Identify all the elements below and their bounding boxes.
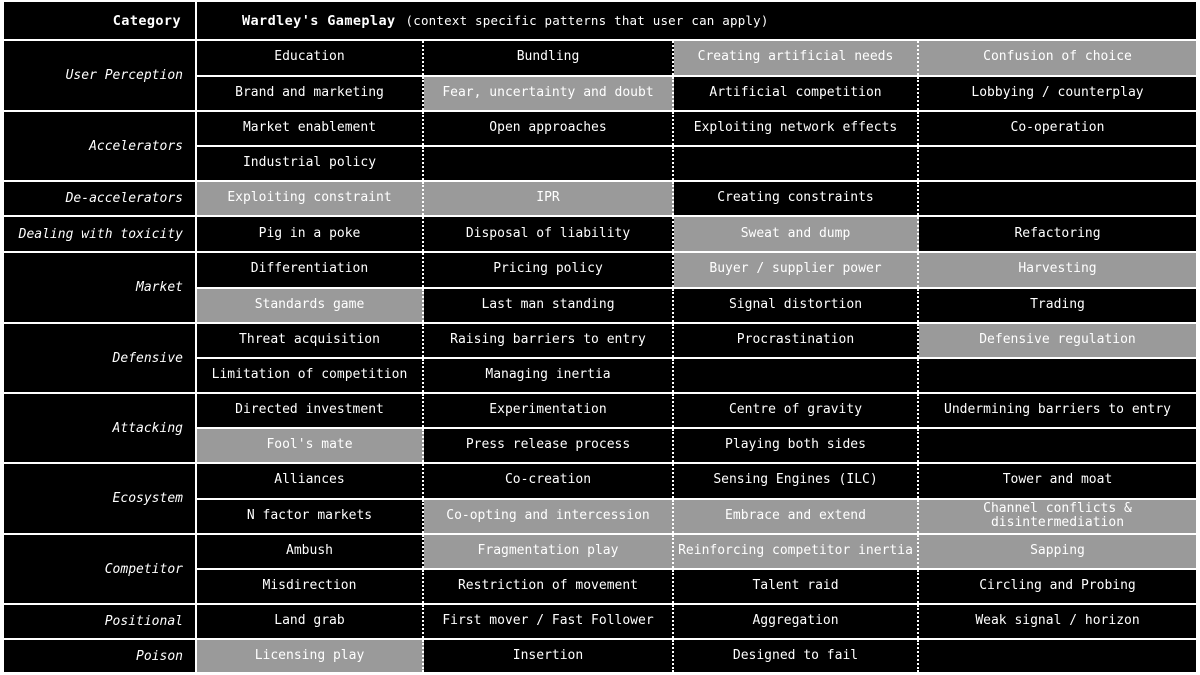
- gameplay-pattern-label: Restriction of movement: [457, 578, 638, 594]
- row-category-label: Competitor: [104, 561, 183, 577]
- gameplay-pattern-label: Sensing Engines (ILC): [713, 472, 878, 488]
- gameplay-pattern-cell[interactable]: [674, 605, 919, 638]
- gameplay-pattern-cell[interactable]: [197, 289, 424, 323]
- row-subline: [197, 145, 1196, 180]
- gameplay-pattern-label: Raising barriers to entry: [450, 332, 646, 348]
- empty-cell: [919, 182, 1196, 215]
- row-category-cell: [4, 324, 197, 392]
- row-category-label: Poison: [136, 648, 183, 664]
- table-row: [4, 638, 1196, 674]
- row-subline: [197, 464, 1196, 498]
- row-category-cell: [4, 605, 197, 638]
- gameplay-pattern-cell[interactable]: [674, 182, 919, 215]
- row-category-label: Market: [136, 280, 183, 295]
- gameplay-pattern-cell[interactable]: [919, 464, 1196, 498]
- gameplay-pattern-label: Differentiation: [250, 261, 369, 277]
- row-category-cell: [4, 182, 197, 215]
- row-cells-wrapper: [197, 394, 1196, 462]
- gameplay-pattern-label: Market enablement: [242, 120, 377, 136]
- gameplay-pattern-cell[interactable]: [919, 253, 1196, 287]
- gameplay-pattern-label: Press release process: [465, 437, 631, 453]
- gameplay-pattern-cell[interactable]: [919, 500, 1196, 534]
- row-category-cell: [4, 394, 197, 462]
- gameplay-pattern-label: Licensing play: [254, 647, 365, 663]
- gameplay-pattern-cell[interactable]: [674, 41, 919, 75]
- empty-cell: [674, 147, 919, 180]
- row-cells-wrapper: [197, 217, 1196, 251]
- gameplay-pattern-cell[interactable]: [197, 41, 424, 75]
- row-category-label: Positional: [104, 614, 183, 629]
- gameplay-pattern-cell[interactable]: [197, 535, 424, 568]
- row-category-cell: [4, 535, 197, 603]
- gameplay-pattern-cell[interactable]: [919, 77, 1196, 111]
- table-row: [4, 39, 1196, 110]
- gameplay-pattern-cell[interactable]: [424, 112, 674, 145]
- gameplay-pattern-cell[interactable]: [424, 570, 674, 603]
- gameplay-pattern-label: Alliances: [274, 472, 345, 488]
- gameplay-pattern-label: Designed to fail: [732, 647, 859, 663]
- row-cells-wrapper: [197, 253, 1196, 322]
- gameplay-pattern-label: Land grab: [274, 613, 345, 629]
- gameplay-pattern-cell[interactable]: [424, 324, 674, 357]
- row-category-cell: [4, 640, 197, 672]
- gameplay-pattern-label: Procrastination: [736, 332, 855, 348]
- table-row: [4, 392, 1196, 462]
- gameplay-pattern-cell[interactable]: [424, 289, 674, 323]
- gameplay-pattern-cell[interactable]: [197, 464, 424, 498]
- gameplay-pattern-label: Insertion: [512, 647, 584, 663]
- table-row: [4, 462, 1196, 533]
- gameplay-pattern-label: Reinforcing competitor inertia: [678, 543, 913, 559]
- gameplay-pattern-cell[interactable]: [197, 112, 424, 145]
- row-category-label: Dealing with toxicity: [18, 226, 183, 242]
- gameplay-pattern-cell[interactable]: [197, 77, 424, 111]
- gameplay-pattern-cell[interactable]: [197, 147, 424, 180]
- gameplay-pattern-cell[interactable]: [674, 500, 919, 534]
- gameplay-pattern-label: Fragmentation play: [477, 543, 619, 559]
- gameplay-pattern-label: Harvesting: [1018, 261, 1097, 277]
- gameplay-pattern-label: Sweat and dump: [740, 225, 851, 241]
- gameplay-pattern-label: Playing both sides: [725, 437, 866, 453]
- row-subline: [197, 498, 1196, 534]
- gameplay-pattern-label: Threat acquisition: [239, 332, 380, 348]
- gameplay-pattern-cell[interactable]: [674, 253, 919, 287]
- gameplay-pattern-label: Fool's mate: [266, 437, 353, 453]
- gameplay-pattern-cell[interactable]: [197, 359, 424, 392]
- gameplay-pattern-label: Weak signal / horizon: [975, 613, 1140, 629]
- table-row: [4, 180, 1196, 215]
- gameplay-pattern-label: First mover / Fast Follower: [442, 613, 654, 629]
- gameplay-pattern-label: N factor markets: [246, 507, 373, 523]
- gameplay-pattern-cell[interactable]: [424, 253, 674, 287]
- gameplay-pattern-label: Co-opting and intercession: [446, 507, 650, 523]
- gameplay-pattern-label: Exploiting network effects: [693, 120, 898, 136]
- gameplay-pattern-label: Pig in a poke: [258, 225, 361, 241]
- gameplay-pattern-cell[interactable]: [674, 289, 919, 323]
- gameplay-pattern-cell[interactable]: [424, 535, 674, 568]
- gameplay-pattern-label: Fear, uncertainty and doubt: [442, 84, 654, 100]
- row-subline: [197, 112, 1196, 145]
- row-subline: [197, 253, 1196, 287]
- row-cells-wrapper: [197, 41, 1196, 110]
- gameplay-pattern-label: Creating artificial needs: [697, 49, 894, 65]
- gameplay-pattern-cell[interactable]: [197, 182, 424, 215]
- gameplay-pattern-label: Talent raid: [752, 578, 839, 594]
- gameplay-pattern-label: Bundling: [516, 49, 580, 65]
- gameplay-pattern-label: Buyer / supplier power: [709, 261, 882, 277]
- row-subline: [197, 287, 1196, 323]
- empty-cell: [674, 359, 919, 392]
- gameplay-pattern-cell[interactable]: [197, 253, 424, 287]
- gameplay-pattern-label: Artificial competition: [709, 84, 882, 100]
- table-row: [4, 322, 1196, 392]
- gameplay-pattern-cell[interactable]: [919, 217, 1196, 251]
- row-cells-wrapper: [197, 535, 1196, 603]
- row-category-label: Attacking: [112, 420, 183, 436]
- row-subline: [197, 41, 1196, 75]
- gameplay-pattern-cell[interactable]: [424, 640, 674, 672]
- gameplay-pattern-label: Tower and moat: [1002, 472, 1113, 488]
- gameplay-pattern-cell[interactable]: [919, 289, 1196, 323]
- gameplay-pattern-cell[interactable]: [424, 182, 674, 215]
- gameplay-pattern-cell[interactable]: [197, 324, 424, 357]
- gameplay-pattern-label: Defensive regulation: [979, 332, 1136, 348]
- gameplay-pattern-cell[interactable]: [674, 464, 919, 498]
- gameplay-pattern-cell[interactable]: [424, 77, 674, 111]
- gameplay-pattern-label: Open approaches: [489, 120, 607, 136]
- header-category-label: Category: [112, 12, 181, 29]
- gameplay-pattern-label: Misdirection: [262, 578, 357, 594]
- gameplay-pattern-cell[interactable]: [197, 429, 424, 462]
- table-row: [4, 533, 1196, 603]
- row-cells-wrapper: [197, 324, 1196, 392]
- gameplay-pattern-cell[interactable]: [919, 605, 1196, 638]
- row-cells-wrapper: [197, 112, 1196, 180]
- gameplay-pattern-label: Last man standing: [481, 296, 615, 312]
- row-subline: [197, 535, 1196, 568]
- header-gameplay-title: Wardley's Gameplay: [242, 12, 396, 29]
- gameplay-pattern-cell[interactable]: [424, 464, 674, 498]
- row-subline: [197, 605, 1196, 638]
- gameplay-pattern-label: Disposal of liability: [465, 225, 631, 241]
- row-category-label: User Perception: [65, 68, 183, 83]
- gameplay-pattern-cell[interactable]: [674, 429, 919, 462]
- gameplay-pattern-label: Signal distortion: [728, 296, 863, 312]
- gameplay-pattern-cell[interactable]: [919, 570, 1196, 603]
- gameplay-pattern-cell[interactable]: [919, 41, 1196, 75]
- gameplay-pattern-label: Ambush: [286, 543, 333, 559]
- empty-cell: [919, 359, 1196, 392]
- gameplay-pattern-label: Confusion of choice: [983, 49, 1132, 65]
- row-category-label: De-accelerators: [65, 191, 183, 206]
- row-cells-wrapper: [197, 464, 1196, 533]
- gameplay-pattern-cell[interactable]: [197, 500, 424, 534]
- gameplay-pattern-label: Exploiting constraint: [227, 190, 392, 206]
- gameplay-pattern-label: Creating constraints: [717, 190, 874, 206]
- gameplay-pattern-label: Embrace and extend: [725, 507, 866, 523]
- gameplay-pattern-label: Aggregation: [752, 613, 839, 629]
- row-category-label: Ecosystem: [112, 491, 183, 506]
- table-row: [4, 251, 1196, 322]
- gameplay-pattern-label: Industrial policy: [242, 155, 377, 171]
- gameplay-pattern-label: Brand and marketing: [235, 84, 384, 100]
- gameplay-pattern-label: IPR: [536, 190, 560, 206]
- row-subline: [197, 182, 1196, 215]
- gameplay-pattern-label: Limitation of competition: [211, 367, 408, 383]
- empty-cell: [919, 640, 1196, 672]
- gameplay-pattern-cell[interactable]: [674, 77, 919, 111]
- empty-cell: [919, 429, 1196, 462]
- gameplay-pattern-cell[interactable]: [674, 217, 919, 251]
- row-category-label: Accelerators: [89, 138, 183, 154]
- gameplay-pattern-label: Directed investment: [235, 402, 384, 418]
- row-subline: [197, 217, 1196, 251]
- row-category-label: Defensive: [112, 350, 183, 366]
- gameplay-pattern-label: Experimentation: [489, 402, 607, 418]
- row-subline: [197, 640, 1196, 672]
- gameplay-pattern-label: Standards game: [254, 296, 365, 312]
- gameplay-pattern-label: Undermining barriers to entry: [944, 402, 1171, 418]
- header-gameplay-cell: [197, 2, 1196, 39]
- gameplay-pattern-cell[interactable]: [424, 394, 674, 427]
- gameplay-pattern-label: Co-creation: [504, 472, 592, 488]
- gameplay-pattern-label: Channel conflicts & disintermediation: [983, 500, 1132, 531]
- row-cells-wrapper: [197, 182, 1196, 215]
- gameplay-pattern-cell[interactable]: [424, 217, 674, 251]
- row-category-cell: [4, 41, 197, 110]
- gameplay-pattern-label: Managing inertia: [485, 367, 611, 383]
- gameplay-pattern-cell[interactable]: [197, 640, 424, 672]
- row-cells-wrapper: [197, 605, 1196, 638]
- row-subline: [197, 75, 1196, 111]
- gameplay-pattern-cell[interactable]: [919, 112, 1196, 145]
- row-category-cell: [4, 217, 197, 251]
- gameplay-pattern-cell[interactable]: [424, 41, 674, 75]
- gameplay-pattern-cell[interactable]: [674, 640, 919, 672]
- table-row: [4, 110, 1196, 180]
- row-subline: [197, 324, 1196, 357]
- gameplay-pattern-label: Education: [274, 49, 345, 65]
- row-category-cell: [4, 253, 197, 322]
- header-category-cell: [4, 2, 197, 39]
- empty-cell: [424, 147, 674, 180]
- row-subline: [197, 427, 1196, 462]
- gameplay-pattern-cell[interactable]: [197, 605, 424, 638]
- gameplay-pattern-cell[interactable]: [674, 394, 919, 427]
- table-header-row: [4, 0, 1196, 39]
- gameplay-pattern-cell[interactable]: [919, 324, 1196, 357]
- row-category-cell: [4, 464, 197, 533]
- row-subline: [197, 568, 1196, 603]
- gameplay-pattern-cell[interactable]: [674, 570, 919, 603]
- gameplay-pattern-cell[interactable]: [919, 394, 1196, 427]
- gameplay-pattern-cell[interactable]: [919, 535, 1196, 568]
- row-category-cell: [4, 112, 197, 180]
- row-subline: [197, 357, 1196, 392]
- gameplay-pattern-label: Sapping: [1030, 543, 1085, 559]
- gameplay-pattern-cell[interactable]: [674, 535, 919, 568]
- gameplay-pattern-label: Centre of gravity: [728, 402, 863, 418]
- empty-cell: [919, 147, 1196, 180]
- row-cells-wrapper: [197, 640, 1196, 672]
- row-subline: [197, 394, 1196, 427]
- gameplay-pattern-cell[interactable]: [424, 605, 674, 638]
- gameplay-pattern-label: Co-operation: [1010, 120, 1105, 136]
- gameplay-pattern-cell[interactable]: [674, 324, 919, 357]
- gameplay-pattern-label: Trading: [1030, 296, 1085, 312]
- gameplay-pattern-label: Refactoring: [1014, 225, 1101, 241]
- table-row: [4, 215, 1196, 251]
- table-row: [4, 603, 1196, 638]
- gameplay-pattern-cell[interactable]: [197, 570, 424, 603]
- gameplay-pattern-cell[interactable]: [197, 217, 424, 251]
- gameplay-pattern-label: Lobbying / counterplay: [971, 84, 1144, 100]
- gameplay-pattern-cell[interactable]: [197, 394, 424, 427]
- gameplay-pattern-cell[interactable]: [674, 112, 919, 145]
- gameplay-pattern-label: Circling and Probing: [979, 578, 1136, 594]
- gameplay-pattern-cell[interactable]: [424, 500, 674, 534]
- gameplay-pattern-label: Pricing policy: [493, 261, 603, 277]
- header-gameplay-note: (context specific patterns that user can apply): [405, 13, 769, 28]
- gameplay-pattern-cell[interactable]: [424, 359, 674, 392]
- gameplay-pattern-cell[interactable]: [424, 429, 674, 462]
